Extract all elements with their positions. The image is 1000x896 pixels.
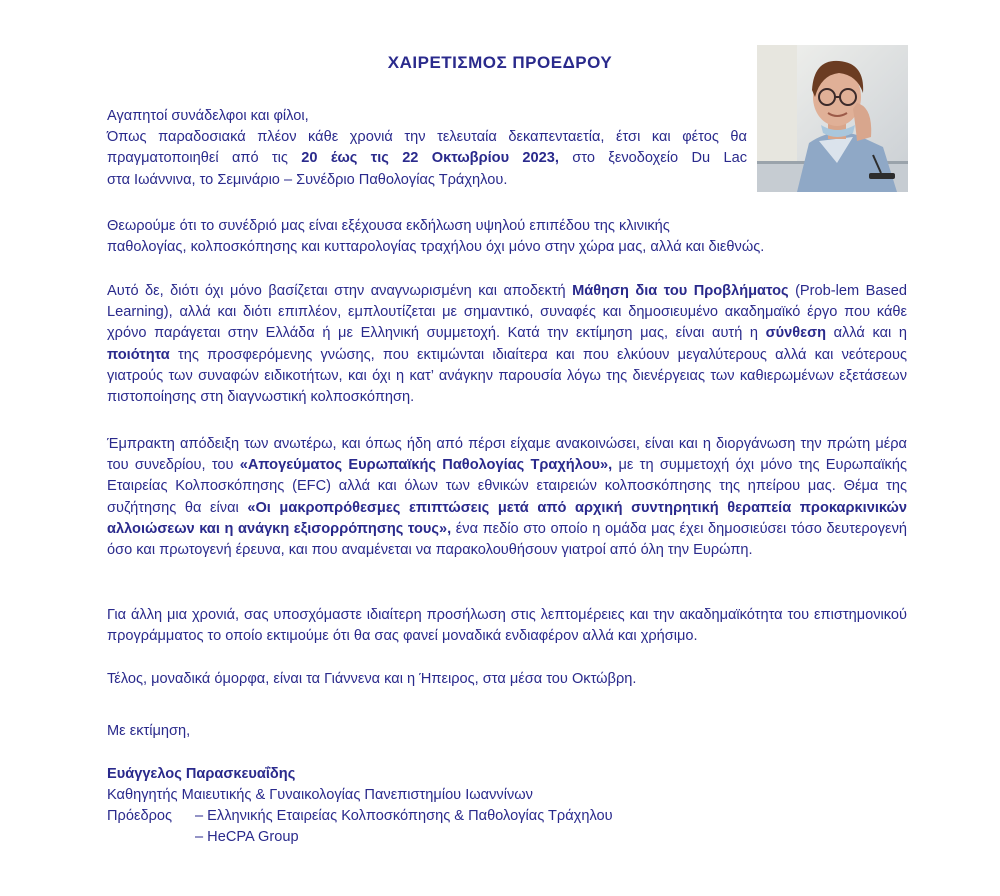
paragraph-program: Για άλλη μια χρονιά, σας υποσχόμαστε ιδιαίτερη προσήλωση στις λεπτομέρειες και την ακαδημαϊκότητα του επιστημονικού προγράμματος το οποίο εκτιμούμε ότι θα σας φανεί μοναδικά ενδιαφέρον αλλά και χρήσιμο. xyxy=(107,607,907,645)
paragraph-learning: Αυτό δε, διότι όχι μόνο βασίζεται στην αναγνωρισμένη και αποδεκτή Μάθηση δια του Προβλήματος (Prob-lem Based Learning), αλλά και διότι επιπλέον, εμπλουτίζεται με σημαντικό, συναφές και δημοσιευμένο ακαδημαϊκό έργο που κάθε χρόνο παράγεται στην Ελλάδα ή με Ελληνική συμμετοχή. Κατά την εκτίμηση μας, είναι αυτή η σύνθεση αλλά και η ποιότητα της προσφερόμενης γνώσης, που εκτιμώνται ιδιαίτερα και που ελκύουν μεγαλύτερους αλλά και νεότερους γιατρούς των συναφών ειδικοτήτων, και όχι η κατ’ ανάγκην παρουσία λόγω της διενέργειας των καθιερωμένων εξετάσεων πιστοποίησης στη διαγνωστική κολποσκόπηση. xyxy=(107,283,907,406)
role-label: Πρόεδρος xyxy=(107,808,173,824)
role-row-2 xyxy=(107,827,613,848)
signature-block xyxy=(107,764,613,848)
paragraph-intro xyxy=(107,106,747,191)
portrait-image xyxy=(757,45,908,192)
signatory-position: Καθηγητής Μαιευτικής & Γυναικολογίας Πανεπιστημίου Ιωαννίνων xyxy=(107,787,533,803)
paragraph-significance xyxy=(107,216,907,258)
page-title: ΧΑΙΡΕΤΙΣΜΟΣ ΠΡΟΕΔΡΟΥ xyxy=(387,53,613,72)
paragraph-european-afternoon: Έμπρακτη απόδειξη των ανωτέρω, και όπως ήδη από πέρσι είχαμε ανακοινώσει, είναι και η διοργάνωση την πρώτη μέρα του συνεδρίου, του «Απογεύματος Ευρωπαϊκής Παθολογίας Τραχήλου», με τη συμμετοχή όχι μόνο της Ευρωπαϊκής Εταιρείας Κολποσκόπησης (EFC) αλλά και όλων των εθνικών εταιρειών κολποσκόπησης της ηπείρου μας. Θέμα της συζήτησης θα είναι «Οι μακροπρόθεσμες επιπτώσεις μετά από αρχική συντηρητική θεραπεία προκαρκινικών αλλοιώσεων και η ανάγκη εξισορρόπησης τους», ένα πεδίο στο οποίο η ομάδα μας έχει δημοσιεύσει τόσο δευτερογενή όσο και πρωτογενή έρευνα, και που αναμένεται να παρακολουθήσουν γιατροί από όλη την Ευρώπη. xyxy=(107,436,907,559)
significance-line-1: Θεωρούμε ότι το συνέδριό μας είναι εξέχουσα εκδήλωση υψηλού επιπέδου της κλινικής xyxy=(107,218,670,234)
intro-line-1: Όπως παραδοσιακά πλέον κάθε χρονιά την τελευταία δεκαπενταετία, έτσι και φέτος θα xyxy=(107,129,747,146)
paragraph-ioannina: Τέλος, μοναδικά όμορφα, είναι τα Γιάννενα και η Ήπειρος, στα μέσα του Οκτώβρη. xyxy=(107,671,637,687)
intro-line-2: πραγματοποιηθεί από τις 20 έως τις 22 Οκτωβρίου 2023, στο ξενοδοχείο Du Lac xyxy=(107,150,747,167)
closing: Με εκτίμηση, xyxy=(107,723,191,739)
problem-based-learning: Μάθηση δια του Προβλήματος xyxy=(572,283,789,299)
president-photo xyxy=(757,45,908,192)
discussion-topic: «Οι μακροπρόθεσμες επιπτώσεις μετά από αρχική συντηρητική θεραπεία προκαρκινικών αλλοιώσεων και η ανάγκη εξισορρόπησης τους», xyxy=(107,499,907,537)
event-dates: 20 έως τις 22 Οκτωβρίου 2023, xyxy=(301,150,559,167)
greeting: Αγαπητοί συνάδελφοι και φίλοι, xyxy=(107,108,309,124)
signatory-name: Ευάγγελος Παρασκευαΐδης xyxy=(107,766,296,782)
role-group: – HeCPA Group xyxy=(195,829,299,845)
significance-line-2: παθολογίας, κολποσκόπησης και κυτταρολογίας τραχήλου όχι μόνο στην χώρα μας, αλλά και διεθνώς. xyxy=(107,239,765,256)
european-afternoon-title: «Απογεύματος Ευρωπαϊκής Παθολογίας Τραχήλου», xyxy=(239,457,613,474)
role-society: – Ελληνικής Εταιρείας Κολποσκόπησης & Παθολογίας Τράχηλου xyxy=(195,808,613,824)
intro-line-3: στα Ιωάννινα, το Σεμινάριο – Συνέδριο Παθολογίας Τράχηλου. xyxy=(107,171,508,188)
role-row-1 xyxy=(107,806,613,827)
synthesis-term: σύνθεση xyxy=(765,325,826,342)
quality-term: ποιότητα xyxy=(107,346,170,363)
